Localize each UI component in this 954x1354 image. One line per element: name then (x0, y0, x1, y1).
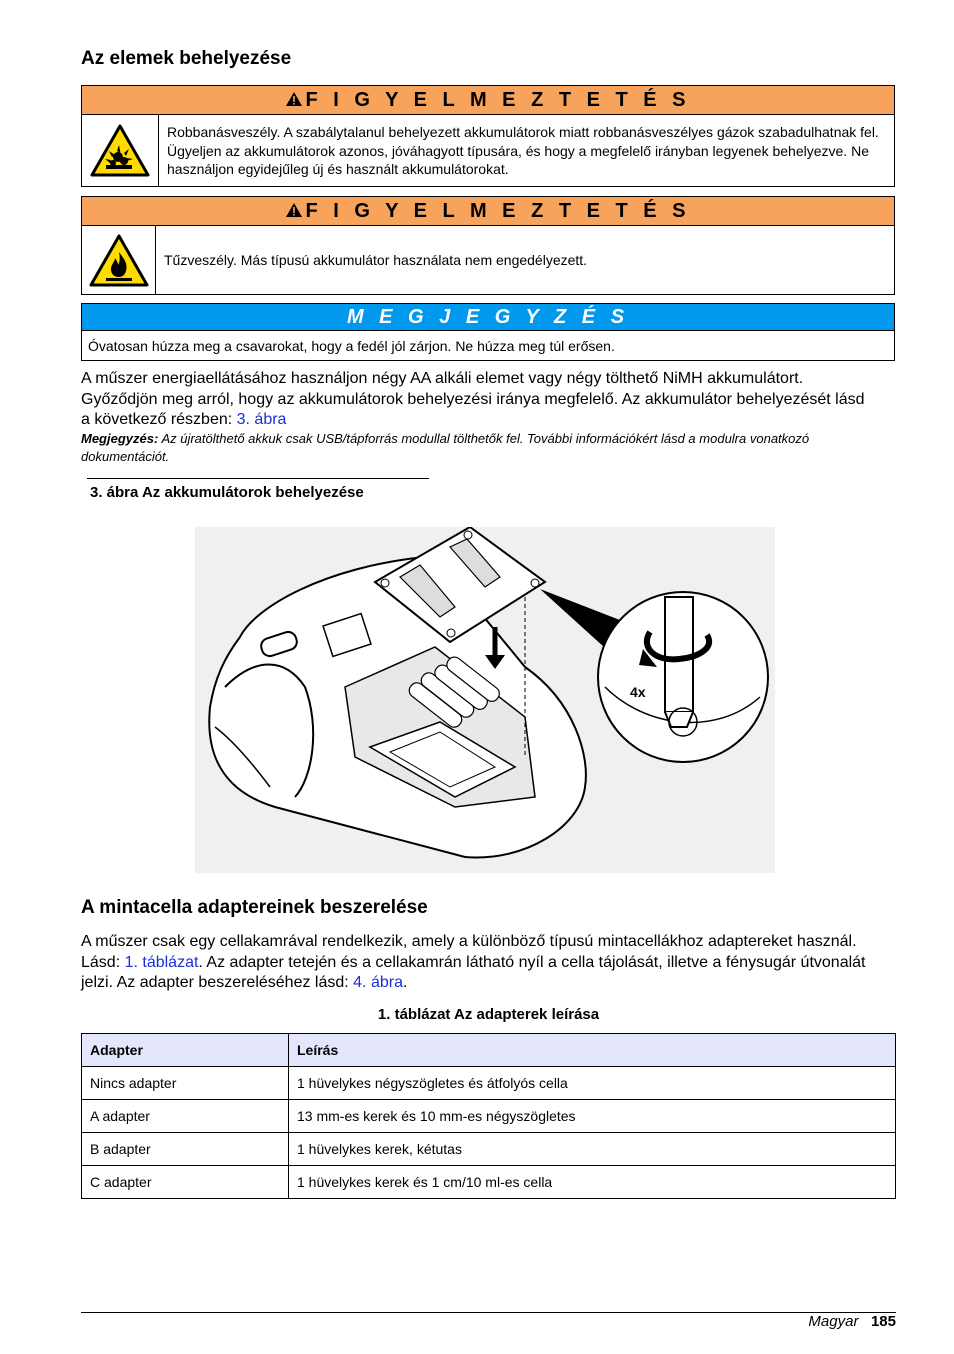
figure-link[interactable]: 3. ábra (236, 411, 287, 428)
warning-triangle-icon (285, 202, 303, 218)
footer-rule (81, 1312, 896, 1313)
table-cell: 13 mm-es kerek és 10 mm-es négyszögletes (289, 1100, 896, 1133)
table-row (82, 1067, 896, 1100)
battery-installation-figure (195, 527, 775, 873)
table-cell: C adapter (82, 1166, 289, 1199)
battery-paragraph (81, 369, 871, 431)
table-cell: Nincs adapter (82, 1067, 289, 1100)
note-header: M E G J E G Y Z É S (82, 304, 894, 331)
small-note-label: Megjegyzés: (81, 431, 159, 446)
warning-header (82, 197, 894, 226)
explosion-hazard-icon (82, 115, 159, 187)
paragraph-text: A műszer csak egy cellakamrával rendelkezik, amely a különböző típusú mintacellákhoz adaptereket használ. Lásd: (81, 933, 857, 971)
section-heading-adapters: A mintacella adaptereinek beszerelése (81, 897, 428, 918)
table-header-row (82, 1034, 896, 1067)
figure-link[interactable]: 4. ábra (353, 974, 403, 991)
warning-triangle-icon (285, 91, 303, 107)
small-note-text: Az újratölthető akkuk csak USB/tápforrás modullal tölthetők fel. További információkért lásd a modulra vonatkozó dokumentációt. (81, 431, 810, 464)
warning-label: F I G Y E L M E Z T E T É S (305, 89, 691, 111)
table-row (82, 1166, 896, 1199)
note-box (81, 303, 895, 361)
paragraph-text: . (402, 974, 408, 991)
small-note (81, 430, 881, 466)
caption-rule (87, 478, 429, 479)
section-heading-batteries: Az elemek behelyezése (81, 48, 292, 69)
table-cell: A adapter (82, 1100, 289, 1133)
table-cell: 1 hüvelykes kerek és 1 cm/10 ml-es cella (289, 1166, 896, 1199)
table-link[interactable]: 1. táblázat (124, 953, 199, 971)
table-header-cell: Adapter (82, 1034, 289, 1067)
table-cell: B adapter (82, 1133, 289, 1166)
footer-language: Magyar (808, 1313, 859, 1330)
table-row (82, 1133, 896, 1166)
adapters-table (81, 1033, 896, 1199)
warning-box-fire (81, 196, 895, 295)
table-cell: 1 hüvelykes kerek, kétutas (289, 1133, 896, 1166)
footer (808, 1313, 896, 1330)
note-text: Óvatosan húzza meg a csavarokat, hogy a fedél jól zárjon. Ne húzza meg túl erősen. (88, 338, 615, 354)
table-caption: 1. táblázat Az adapterek leírása (377, 1006, 600, 1023)
warning-text: Robbanásveszély. A szabálytalanul behelyezett akkumulátorok miatt robbanásveszélyes gázok szabadulhatnak fel. Ügyeljen az akkumulátorok azonos, jóváhagyott típusára, és hogy a megfelelő irányban legyenek behelyezve. Ne használjon egyidejűleg új és használt akkumulátorokat. (167, 124, 879, 178)
figure-caption: 3. ábra Az akkumulátorok behelyezése (90, 484, 364, 501)
warning-header (82, 86, 894, 115)
warning-text: Tűzveszély. Más típusú akkumulátor használata nem engedélyezett. (164, 252, 588, 269)
warning-box-explosion (81, 85, 895, 187)
warning-label: F I G Y E L M E Z T E T É S (305, 200, 691, 222)
table-row (82, 1100, 896, 1133)
paragraph-text: . Az adapter tetején és a cellakamrán látható nyíl a cella tájolását, illetve a fénysugár útvonalát jelzi. Az adapter beszereléséhez lásd: (81, 953, 866, 991)
page-number: 185 (870, 1313, 896, 1330)
paragraph-text: A műszer energiaellátásához használjon négy AA alkáli elemet vagy négy tölthető NiMH akkumulátort. Győződjön meg arról, hogy az akkumulátorok behelyezési iránya megfelelő. Az akkumulátor behelyezését lásd a következő részben: (81, 370, 865, 428)
callout-label: 4x (630, 684, 646, 700)
fire-hazard-icon (82, 226, 156, 295)
table-cell: 1 hüvelykes négyszögletes és átfolyós cella (289, 1067, 896, 1100)
adapters-paragraph (81, 932, 896, 994)
table-header-cell: Leírás (289, 1034, 896, 1067)
